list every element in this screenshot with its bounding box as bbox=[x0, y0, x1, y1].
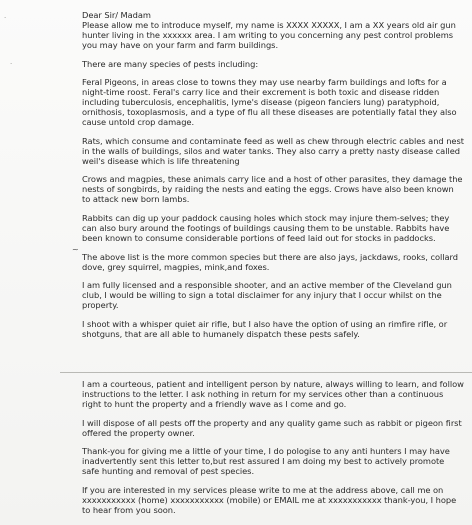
paragraph-licensed: I am fully licensed and a responsible shooter, and an active member of the Cleveland gun club, I would be willing to sign a total disclaimer for any injury that I occur whilst on the property. bbox=[82, 280, 452, 311]
paragraph-disposal: I will dispose of all pests off the property and any quality game such as rabbit or pigeon first offered the property owner. bbox=[82, 417, 462, 438]
margin-pen-mark: ~ bbox=[72, 245, 79, 254]
scan-fold-line bbox=[60, 372, 472, 373]
salutation: Dear Sir/ Madam bbox=[82, 10, 151, 20]
paragraph-rabbits: Rabbits can dig up your paddock causing holes which stock may injure them-selves; they can also bury around the footings of buildings causing them to be unstable. Rabbits have been known to consume considerable portions of feed laid out for stocks in paddocks. bbox=[82, 212, 450, 243]
scan-speck: · bbox=[10, 60, 13, 68]
paragraph-contact: If you are interested in my services please write to me at the address above, call me on xxxxxxxxxxx (home) xxxxxxxxxxx (mobile) or EMAIL me at xxxxxxxxxxx thank-you, I hope to hear from you soon. bbox=[82, 484, 457, 515]
paragraph-rats: Rats, which consume and contaminate feed as well as chew through electric cables and nest in the walls of buildings, silos and water tanks. They also carry a pretty nasty disease called weil's disease which is life threatening bbox=[82, 135, 464, 166]
paragraph-thank-you: Thank-you for giving me a little of your time, I do pologise to any anti hunters I may have inadvertently sent this letter to,but rest assured I am doing my best to actively promote safe hunting and removal of pest species. bbox=[82, 446, 450, 477]
paragraph-feral-pigeons: Feral Pigeons, in areas close to towns they may use nearby farm buildings and lofts for a night-time roost. Feral's carry lice and their excrement is both toxic and disease ridden including tuberculosis, encephalitis, lyme's disease (pigeon fanciers lung) paratyphoid, ornithosis, toxoplasmosis, and a type of flu all these diseases are potentially fatal they also cause untold crop damage. bbox=[82, 77, 457, 128]
paragraph-rifles: I shoot with a whisper quiet air rifle, but I also have the option of using an rimfire rifle, or shotguns, that are all able to humanely dispatch these pests safely. bbox=[82, 318, 448, 339]
paragraph-introduction: Please allow me to introduce myself, my name is XXXX XXXXX, I am a XX years old air gun hunter living in the xxxxxx area. I am writing to you concerning any pest control problems you may have on your farm and farm buildings. bbox=[82, 20, 456, 50]
letter-body-lower bbox=[82, 379, 464, 523]
paragraph-character: I am a courteous, patient and intelligent person by nature, always willing to learn, and follow instructions to the letter. I ask nothing in return for my services other than a continuous right to hunt the property and a friendly wave as I come and go. bbox=[82, 379, 464, 409]
paragraph-crows-magpies: Crows and magpies, these animals carry lice and a host of other parasites, they damage the nests of songbirds, by raiding the nests and eating the eggs. Crows have also been known to attack new born lambs. bbox=[82, 174, 463, 205]
scan-speck: · bbox=[4, 14, 7, 22]
letter-body-upper bbox=[82, 10, 464, 347]
paragraph-species-intro: There are many species of pests including: bbox=[82, 58, 259, 69]
paragraph-other-species: The above list is the more common species but there are also jays, jackdaws, rooks, collard dove, grey squirrel, magpies, mink,and foxes. bbox=[82, 251, 458, 272]
